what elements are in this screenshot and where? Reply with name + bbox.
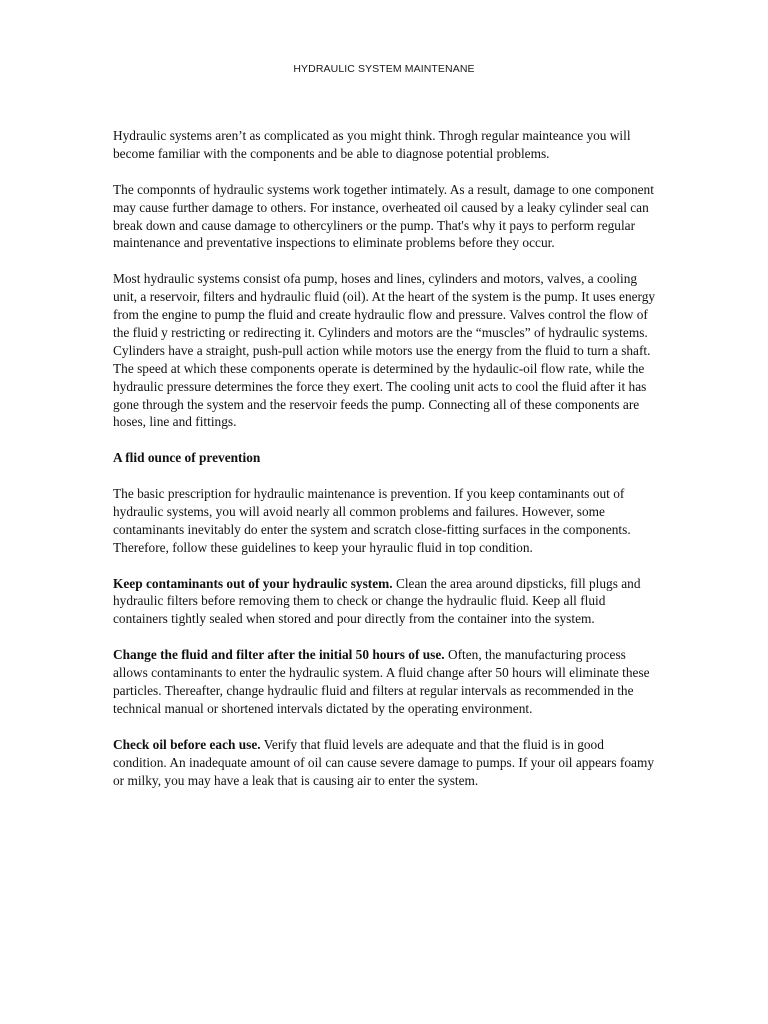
guideline-paragraph: [113, 646, 658, 718]
system-overview-paragraph: Most hydraulic systems consist ofa pump, hoses and lines, cylinders and motors, valves, a cooling unit, a reservoir, filters and hydraulic fluid (oil). At the heart of the system is the pump. It uses energy from the engine to pump the fluid and create hydraulic flow and pressure. Valves control the flow of the fluid y restricting or redirecting it. Cylinders and motors are the “muscles” of hydraulic systems. Cylinders have a straight, push-pull action while motors use the energy from the fluid to turn a shaft. The speed at which these components operate is determined by the hydaulic-oil flow rate, while the hydraulic pressure determines the force they exert. The cooling unit acts to cool the fluid after it has gone through the system and the reservoir feeds the pump. Connecting all of these components are hoses, line and fittings.: [113, 271, 656, 430]
guideline-paragraph: [113, 575, 658, 629]
document-body: [113, 127, 658, 807]
guideline-text: Clean the area around dipsticks, fill plugs and hydraulic filters before removing them to check or change the hydraulic fluid. Keep all fluid containers tightly sealed when stored and pour directly from the container into the system.: [113, 575, 641, 627]
intro-paragraph: Hydraulic systems aren’t as complicated as you might think. Throgh regular mainteance you will become familiar with the components and be able to diagnose potential problems.: [113, 128, 631, 161]
document-title: HYDRAULIC SYSTEM MAINTENANE: [293, 63, 475, 75]
components-paragraph: The componnts of hydraulic systems work together intimately. As a result, damage to one component may cause further damage to others. For instance, overheated oil caused by a leaky cylinder seal can break down and cause damage to othercyliners or the pump. That's why it pays to perform regular maintenance and preventative inspections to eliminate problems before they occur.: [113, 181, 654, 251]
guideline-paragraph: [113, 736, 658, 790]
guideline-text: Often, the manufacturing process allows contaminants to enter the hydraulic system. A fluid change after 50 hours will eliminate these particles. Thereafter, change hydraulic fluid and filters at regular intervals as recommended in the technical manual or shortened intervals dictated by the operating environment.: [113, 647, 650, 716]
guideline-lead: Change the fluid and filter after the initial 50 hours of use.: [113, 647, 445, 663]
guideline-lead: Check oil before each use.: [113, 736, 261, 752]
guideline-text: Verify that fluid levels are adequate and that the fluid is in good condition. An inadequate amount of oil can cause severe damage to pumps. If your oil appears foamy or milky, you may have a leak that is causing air to enter the system.: [113, 736, 654, 788]
section-heading: A flid ounce of prevention: [113, 450, 261, 466]
prevention-paragraph: The basic prescription for hydraulic maintenance is prevention. If you keep contaminants out of hydraulic systems, you will avoid nearly all common problems and failures. However, some contaminants inevitably do enter the system and scratch close-fitting surfaces in the components. Therefore, follow these guidelines to keep your hyraulic fluid in top condition.: [113, 486, 631, 555]
guideline-lead: Keep contaminants out of your hydraulic system.: [113, 575, 393, 591]
